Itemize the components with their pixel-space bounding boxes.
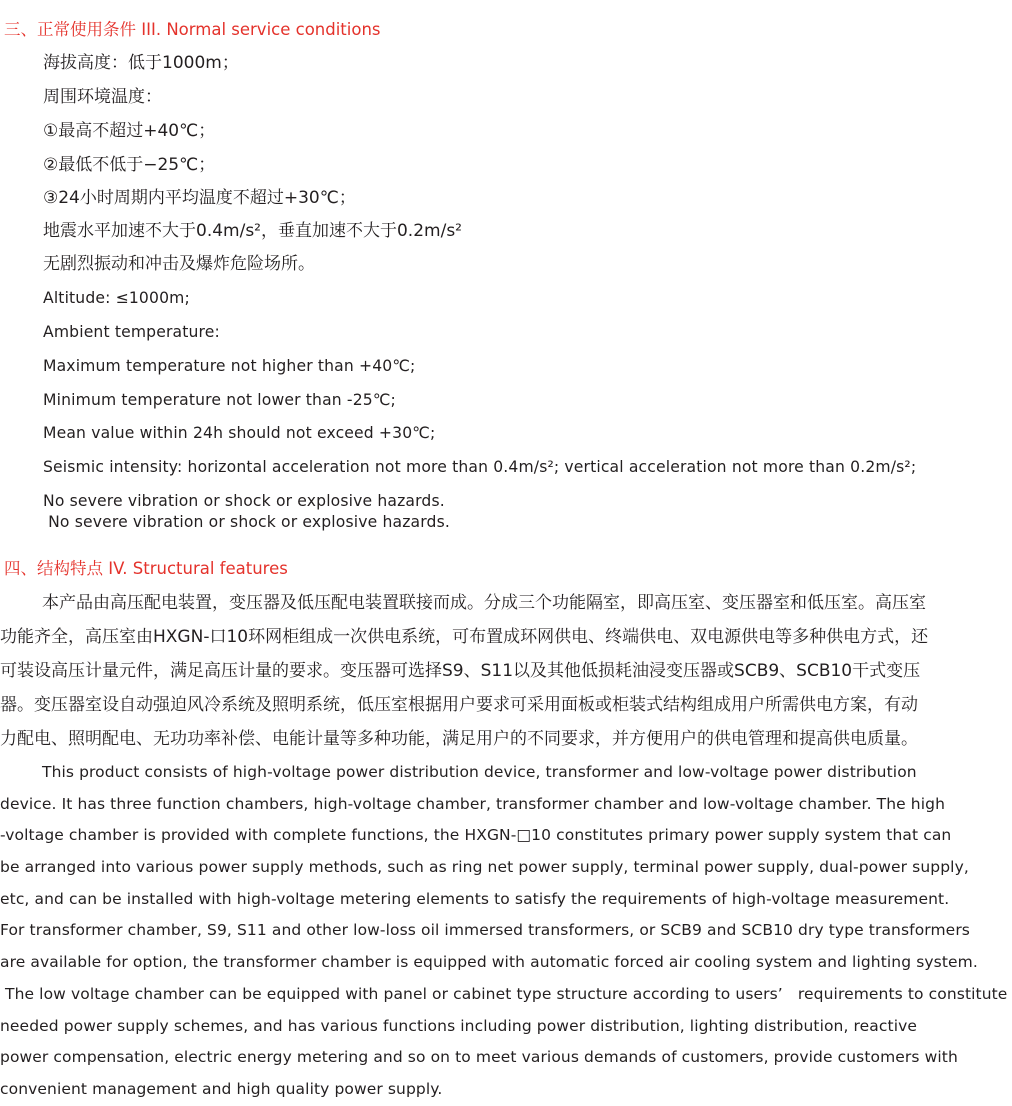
section-3-heading: 三、正常使用条件 III. Normal service conditions	[4, 20, 381, 39]
en-para-line: be arranged into various power supply methods, such as ring net power supply, terminal power supply, dual-power supply,	[0, 858, 969, 877]
max-temp-en: Maximum temperature not higher than +40℃;	[43, 357, 416, 375]
mean-temp-cn: ③24小时周期内平均温度不超过+30℃；	[43, 188, 356, 208]
section-4-heading: 四、结构特点 IV. Structural features	[4, 559, 288, 578]
min-temp-cn: ②最低不低于−25℃；	[43, 155, 216, 175]
no-vibration-en-repeat: No severe vibration or shock or explosive hazards.	[43, 513, 450, 531]
ambient-temp-cn: 周围环境温度：	[43, 87, 162, 107]
no-vibration-cn: 无剧烈振动和冲击及爆炸危险场所。	[43, 254, 315, 274]
min-temp-en: Minimum temperature not lower than -25℃;	[43, 391, 396, 409]
seismic-cn: 地震水平加速不大于0.4m/s²，垂直加速不大于0.2m/s²	[43, 221, 462, 241]
structural-features-en-paragraph	[0, 757, 1006, 1106]
structural-features-cn-paragraph	[0, 586, 1006, 756]
en-para-line: etc, and can be installed with high-voltage metering elements to satisfy the requirements of high-voltage measurement.	[0, 889, 950, 908]
altitude-cn: 海拔高度：低于1000m；	[43, 53, 239, 73]
altitude-en: Altitude: ≤1000m;	[43, 289, 190, 307]
en-para-line: convenient management and high quality power supply.	[0, 1079, 443, 1098]
max-temp-cn: ①最高不超过+40℃；	[43, 121, 216, 141]
seismic-en: Seismic intensity: horizontal acceleration not more than 0.4m/s²; vertical acceleration not more than 0.2m/s²;	[43, 458, 917, 476]
cn-para-line: 功能齐全，高压室由HXGN-口10环网柜组成一次供电系统，可布置成环网供电、终端供电、双电源供电等多种供电方式，还	[0, 627, 929, 647]
en-para-line: -voltage chamber is provided with complete functions, the HXGN-□10 constitutes primary power supply system that can	[0, 826, 952, 845]
en-para-line: The low voltage chamber can be equipped with panel or cabinet type structure according to users’ requirements to constitute	[0, 984, 1008, 1003]
en-para-line: power compensation, electric energy metering and so on to meet various demands of customers, provide customers with	[0, 1048, 958, 1067]
cn-para-line: 本产品由高压配电装置，变压器及低压配电装置联接而成。分成三个功能隔室，即高压室、变压器室和低压室。高压室	[42, 593, 926, 613]
ambient-temp-en: Ambient temperature:	[43, 323, 220, 341]
en-para-line: This product consists of high-voltage power distribution device, transformer and low-voltage power distribution	[42, 763, 917, 781]
cn-para-line: 可装设高压计量元件，满足高压计量的要求。变压器可选择S9、S11以及其他低损耗油浸变压器或SCB9、SCB10干式变压	[0, 661, 921, 681]
mean-temp-en: Mean value within 24h should not exceed +30℃;	[43, 424, 436, 442]
en-para-line: needed power supply schemes, and has various functions including power distribution, lighting distribution, reactive	[0, 1016, 918, 1035]
cn-para-line: 器。变压器室设自动强迫风冷系统及照明系统，低压室根据用户要求可采用面板或柜装式结构组成用户所需供电方案，有动	[0, 695, 918, 715]
cn-para-line: 力配电、照明配电、无功功率补偿、电能计量等多种功能，满足用户的不同要求，并方便用户的供电管理和提高供电质量。	[0, 729, 918, 749]
en-para-line: For transformer chamber, S9, S11 and other low-loss oil immersed transformers, or SCB9 and SCB10 dry type transformers	[0, 921, 970, 940]
no-vibration-en: No severe vibration or shock or explosive hazards.	[43, 492, 445, 510]
en-para-line: are available for option, the transformer chamber is equipped with automatic forced air cooling system and lighting system.	[0, 953, 978, 972]
en-para-line: device. It has three function chambers, high-voltage chamber, transformer chamber and low-voltage chamber. The high	[0, 794, 945, 813]
